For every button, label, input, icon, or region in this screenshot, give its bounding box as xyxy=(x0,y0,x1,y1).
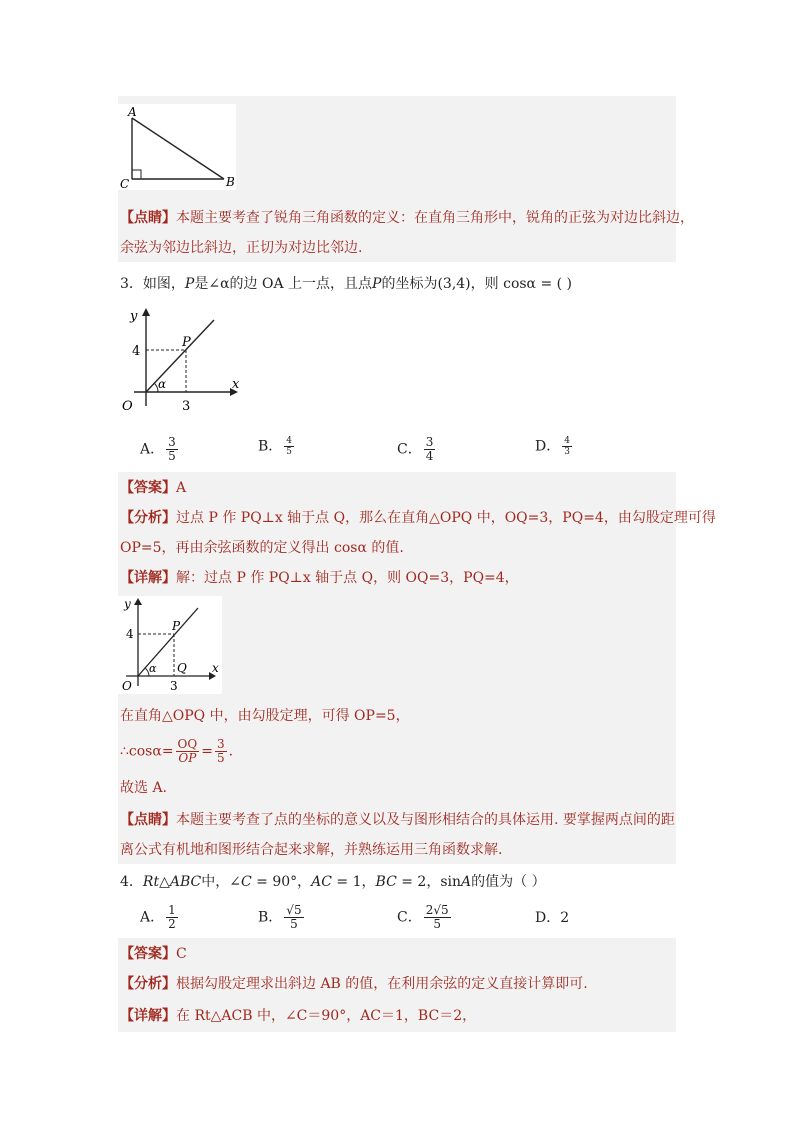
detail-frac2-num: 3 xyxy=(216,737,225,751)
q3-stem-b: 是∠α的边 OA 上一点，且点 xyxy=(194,276,373,292)
q3-stem-p: P xyxy=(184,276,195,292)
q3-detail-line3 xyxy=(120,738,233,765)
q3-stem-coord: (3,4) xyxy=(437,276,471,292)
q4-option-b[interactable] xyxy=(258,904,306,931)
q4-analysis-text: 根据勾股定理求出斜边 AB 的值，在利用余弦的定义直接计算即可. xyxy=(176,976,588,992)
axis-label-x: x xyxy=(232,377,240,392)
q4-stem-a2: A xyxy=(461,874,472,890)
q4-option-c-letter: C． xyxy=(397,909,422,926)
fig2-tick-label-4: 4 xyxy=(126,627,134,641)
detail-tag: 【详解】 xyxy=(120,570,176,586)
tip1-line2 xyxy=(120,238,362,258)
q4-option-a-den: 2 xyxy=(168,917,176,931)
fig2-angle-label-alpha: α xyxy=(149,662,157,675)
fig2-axis-label-y: y xyxy=(124,597,131,611)
q3-stem-d: ，则 cosα = ( ) xyxy=(470,276,573,292)
q3-stem-a: 3．如图， xyxy=(120,276,185,292)
axis-label-y: y xyxy=(130,309,138,324)
q4-stem-e: = 1， xyxy=(331,874,376,890)
detail-post: . xyxy=(228,743,234,760)
q4-stem-d: = 90°， xyxy=(251,874,312,890)
q4-stem-ac: AC xyxy=(311,874,332,890)
q4-option-a[interactable] xyxy=(140,904,180,931)
q4-option-d-value: 2 xyxy=(560,910,570,926)
detail-eq: = xyxy=(201,743,213,760)
fig2-point-label-q: Q xyxy=(177,661,187,675)
analysis-tag: 【分析】 xyxy=(120,510,176,526)
tick-label-3: 3 xyxy=(182,399,191,414)
q4-option-a-num: 1 xyxy=(168,903,176,917)
q4-answer-tag: 【答案】 xyxy=(120,946,176,962)
origin-label: O xyxy=(122,399,133,414)
q4-option-b-den: 5 xyxy=(290,917,298,931)
q3-option-d-den: 3 xyxy=(564,447,570,457)
q3-option-a-num: 3 xyxy=(168,435,176,449)
q4-detail xyxy=(120,1006,476,1026)
q4-option-c-num: 2√5 xyxy=(425,903,449,917)
q3-tip-text-1: 本题主要考查了点的坐标的意义以及与图形相结合的具体运用. 要掌握两点间的距 xyxy=(176,812,675,828)
tip-tag: 【点睛】 xyxy=(120,210,176,226)
detail-frac2-den: 5 xyxy=(216,751,225,765)
analysis-text-2: OP=5，再由余弦函数的定义得出 cosα 的值. xyxy=(120,540,404,556)
detail-text-4: 故选 A. xyxy=(120,780,168,796)
q4-detail-text: 在 Rt△ACB 中，∠C＝90°，AC＝1，BC＝2， xyxy=(176,1008,477,1024)
point-label-p: P xyxy=(182,335,191,350)
tick-label-4: 4 xyxy=(132,344,141,359)
q3-analysis-line2 xyxy=(120,538,404,558)
q3-tip-tag: 【点睛】 xyxy=(120,812,176,828)
q3-analysis-line1 xyxy=(120,508,716,528)
detail-cos-pre: ∴cosα= xyxy=(120,743,174,760)
q4-analysis xyxy=(120,974,588,994)
q3-answer xyxy=(120,478,186,498)
q3-option-d-num: 4 xyxy=(564,436,570,446)
detail-text-2: 在直角△OPQ 中，由勾股定理，可得 OP=5， xyxy=(120,708,410,724)
q3-option-b-den: 5 xyxy=(286,447,293,457)
q3-tip-line1 xyxy=(120,810,675,830)
q3-option-b-letter: B． xyxy=(258,438,283,455)
q3-option-b-num: 4 xyxy=(286,436,293,446)
q3-option-b[interactable] xyxy=(258,436,296,457)
q3-stem-c: 的坐标为 xyxy=(381,276,438,292)
detail-text-1: 解：过点 P 作 PQ⊥x 轴于点 Q，则 OQ=3，PQ=4， xyxy=(176,570,519,586)
q3-option-d[interactable] xyxy=(535,436,574,457)
q4-stem-bc: BC xyxy=(375,874,397,890)
q3-stem-p2: P xyxy=(372,276,382,292)
q4-option-d[interactable] xyxy=(535,908,569,928)
q3-detail-line2 xyxy=(120,706,410,726)
q3-tip-line2 xyxy=(120,840,502,860)
q3-option-a[interactable] xyxy=(140,436,180,463)
q3-tip-text-2: 离公式有机地和图形结合起来求解，并熟练运用三角函数求解. xyxy=(120,842,503,858)
q4-answer-value: C xyxy=(176,946,187,962)
q4-stem-rt: Rt△ABC xyxy=(142,874,202,890)
tip1-text-1: 本题主要考查了锐角三角函数的定义：在直角三角形中，锐角的正弦为对边比斜边， xyxy=(176,210,694,226)
tip1-line1 xyxy=(120,208,694,228)
vertex-label-b: B xyxy=(226,175,235,189)
q4-option-d-letter: D． xyxy=(535,910,561,926)
fig2-origin-label: O xyxy=(122,679,132,693)
q4-analysis-tag: 【分析】 xyxy=(120,976,176,992)
detail-frac-den: OP xyxy=(178,751,197,765)
q4-option-a-letter: A． xyxy=(140,909,165,926)
q4-option-c-den: 5 xyxy=(433,917,441,931)
triangle-figure xyxy=(118,104,236,190)
q4-detail-tag: 【详解】 xyxy=(120,1008,176,1024)
q4-answer xyxy=(120,944,187,964)
fig2-tick-label-3: 3 xyxy=(170,679,178,693)
q3-detail-line4 xyxy=(120,778,167,798)
q3-option-a-letter: A． xyxy=(140,441,165,458)
q3-coordinate-figure xyxy=(118,306,244,418)
q4-option-b-num: √5 xyxy=(286,903,302,917)
q4-option-c[interactable] xyxy=(397,904,453,931)
analysis-text-1: 过点 P 作 PQ⊥x 轴于点 Q，那么在直角△OPQ 中，OQ=3，PQ=4，由勾股定理可得 xyxy=(176,510,716,526)
vertex-label-a: A xyxy=(128,105,137,119)
q3-detail-figure xyxy=(118,596,222,694)
q4-stem-b: 中，∠ xyxy=(201,874,241,890)
vertex-label-c: C xyxy=(120,177,130,190)
answer-value: A xyxy=(176,480,187,496)
q3-option-c-den: 4 xyxy=(425,449,434,463)
angle-label-alpha: α xyxy=(158,377,167,391)
tip1-text-2: 余弦为邻边比斜边，正切为对边比邻边. xyxy=(120,240,363,256)
fig2-axis-label-x: x xyxy=(212,661,219,675)
q3-detail-line1 xyxy=(120,568,519,588)
q4-option-b-letter: B． xyxy=(258,909,283,926)
q3-option-a-den: 5 xyxy=(168,449,176,463)
answer-tag: 【答案】 xyxy=(120,480,176,496)
fig2-point-label-p: P xyxy=(172,619,181,633)
question-4-stem xyxy=(120,872,546,892)
q3-option-c-num: 3 xyxy=(425,435,434,449)
q4-stem-c: C xyxy=(240,874,252,890)
q3-option-d-letter: D． xyxy=(535,438,561,455)
question-3-stem xyxy=(120,274,572,294)
q3-option-c-letter: C． xyxy=(397,441,422,458)
q3-option-c[interactable] xyxy=(397,436,437,463)
q4-stem-g: 的值为（ ） xyxy=(471,874,546,890)
q4-stem-a: 4． xyxy=(120,874,143,890)
q4-stem-f: = 2，sin xyxy=(396,874,461,890)
detail-frac-num: OQ xyxy=(177,737,198,751)
